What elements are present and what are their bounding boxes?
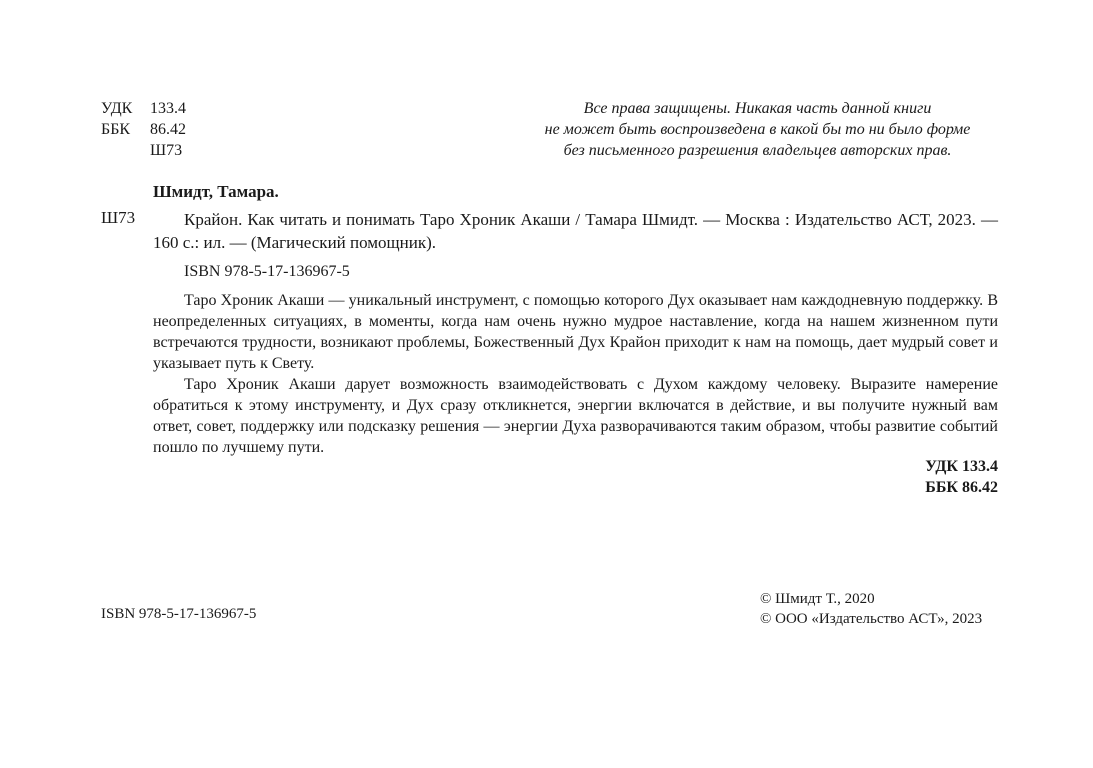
record-isbn: ISBN 978-5-17-136967-5 (184, 263, 350, 280)
bbk-value: 86.42 (150, 121, 186, 138)
copyright-block (760, 589, 982, 629)
rights-line: без письменного разрешения владельцев авторских прав. (563, 142, 952, 159)
abstract-paragraph: Таро Хроник Акаши дарует возможность взаимодействовать с Духом каждому человеку. Выразите намерение обратиться к этому инструменту, и Дух сразу откликнется, энергии включатся в действие, и вы получите нужный вам ответ, совет, поддержку или подсказку решения — энергии Духа разворачиваются таким образом, чтобы развитие событий пошло по лучшему пути. (153, 376, 998, 456)
description-text: Крайон. Как читать и понимать Таро Хроник Акаши / Тамара Шмидт. — Москва : Издательство АСТ, 2023. — 160 с.: ил. — (Магический помощник). (153, 210, 998, 252)
rights-notice (505, 98, 1010, 161)
udk-label: УДК (101, 100, 133, 117)
abstract (153, 290, 998, 458)
abstract-paragraph: Таро Хроник Акаши — уникальный инструмент, с помощью которого Дух оказывает нам каждодневную поддержку. В неопределенных ситуациях, в моменты, когда нам очень нужно мудрое наставление, когда на нашем жизненном пути встречаются трудности, возникают проблемы, Божественный Дух Крайон приходит к нам на помощь, дает мудрый совет и указывает путь к Свету. (153, 292, 998, 372)
classification-block (101, 98, 186, 161)
copyright-publisher: © ООО «Издательство АСТ», 2023 (760, 611, 983, 627)
udk-row (101, 98, 186, 119)
rights-line: Все права защищены. Никакая часть данной книги (583, 100, 932, 117)
record-cipher: Ш73 (101, 208, 136, 227)
bibliographic-description (153, 208, 998, 254)
udk-value: 133.4 (150, 100, 186, 117)
index-codes (925, 456, 998, 498)
record-author: Шмидт, Тамара. (153, 182, 279, 201)
author-sign: Ш73 (150, 142, 183, 159)
bbk-label: ББК (101, 121, 131, 138)
footer-isbn: ISBN 978-5-17-136967-5 (101, 606, 257, 622)
author-sign-row (101, 140, 186, 161)
rights-line: не может быть воспроизведена в какой бы то ни было форме (544, 121, 971, 138)
copyright-author: © Шмидт Т., 2020 (760, 591, 875, 607)
bbk-row (101, 119, 186, 140)
index-bbk: ББК 86.42 (925, 479, 998, 496)
index-udk: УДК 133.4 (925, 458, 998, 475)
